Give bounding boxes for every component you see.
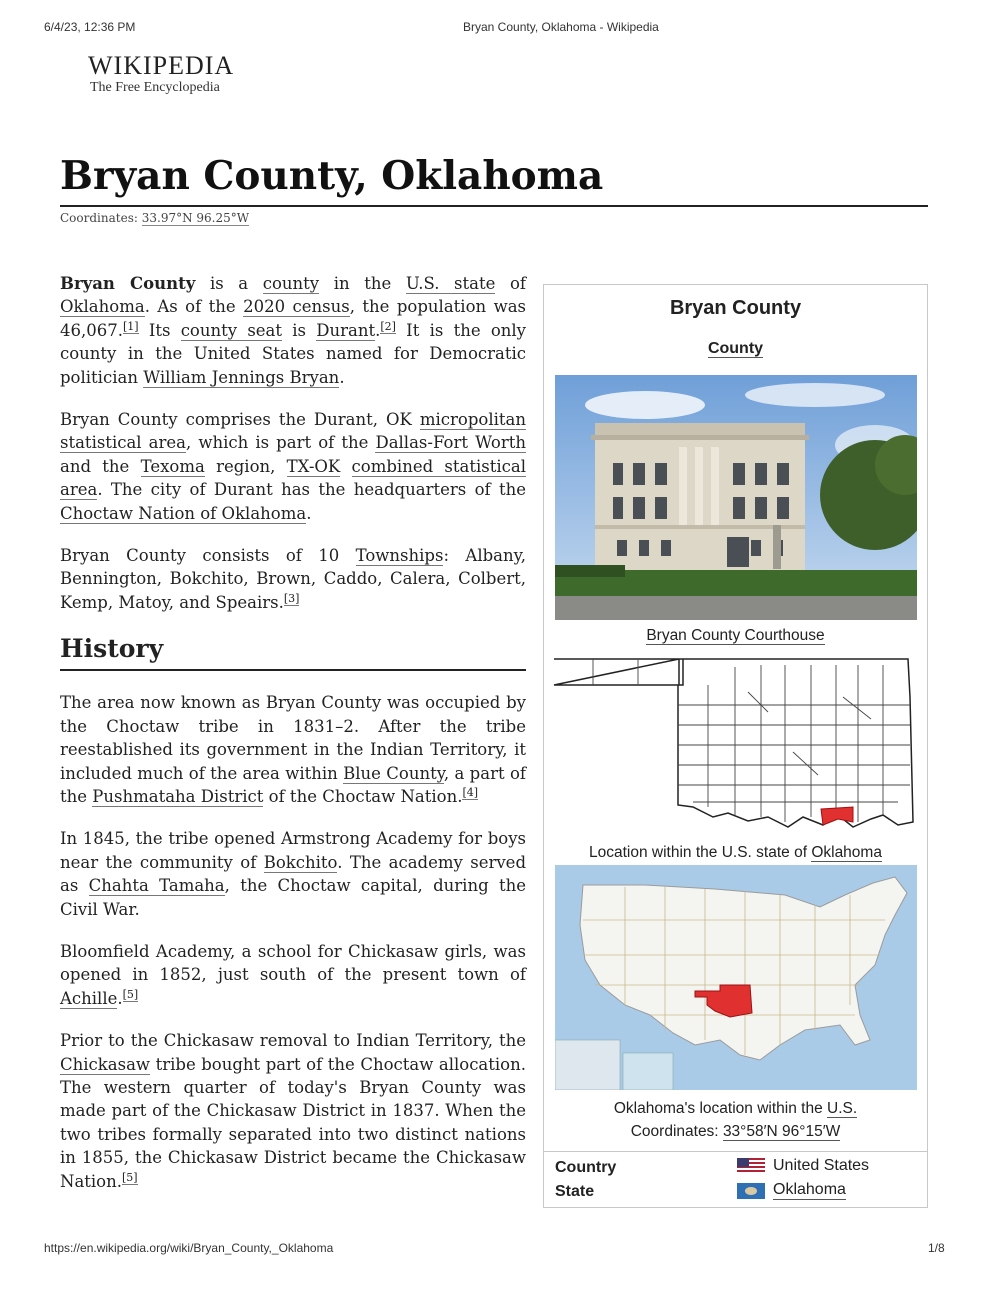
lead-paragraph-1 — [60, 272, 526, 389]
us-flag-icon — [737, 1158, 765, 1174]
link-achille[interactable]: Achille — [60, 988, 118, 1008]
text: and the — [60, 456, 141, 476]
us-map-caption-link[interactable]: U.S. — [827, 1100, 858, 1117]
link-townships[interactable]: Townships — [355, 546, 444, 566]
text: . — [117, 988, 123, 1008]
history-paragraph-1 — [60, 691, 526, 808]
coordinates-line — [60, 211, 249, 225]
photo-caption-link[interactable]: Bryan County Courthouse — [646, 627, 825, 644]
text: Bloomfield Academy, a school for Chickasaw girls, was opened in 1852, just south of the present town of — [60, 941, 526, 985]
link-county-seat[interactable]: county seat — [180, 320, 283, 340]
us-map-caption-text: Oklahoma's location within the — [613, 1100, 828, 1117]
infobox-coordinates-link[interactable]: 33°58′N 96°15′W — [722, 1123, 841, 1140]
link-dallas-fort-worth[interactable]: Dallas-Fort Worth — [375, 433, 526, 453]
link-county[interactable]: county — [262, 274, 320, 293]
link-us-state[interactable]: U.S. state — [405, 274, 496, 293]
print-url: https://en.wikipedia.org/wiki/Bryan_County,_Oklahoma — [44, 1241, 334, 1255]
text: of — [495, 274, 527, 293]
link-micropolitan-area[interactable]: micropolitan statistical area — [60, 410, 526, 453]
state-value-link[interactable]: Oklahoma — [773, 1181, 846, 1198]
link-oklahoma[interactable]: Oklahoma — [60, 297, 145, 317]
print-page-number: 1/8 — [928, 1241, 945, 1255]
infobox-divider — [544, 1151, 927, 1152]
infobox — [543, 284, 928, 1208]
text: The area now known as Bryan County was occupied by the Choctaw tribe in 1831–2. After the tribe reestablished its government in the Indian Territory, it included much of the area within — [60, 693, 526, 783]
text: is — [282, 320, 317, 340]
citation-5[interactable]: [5] — [122, 987, 139, 1001]
text: region, — [204, 456, 287, 476]
bold-subject: Bryan County — [60, 274, 196, 293]
wikipedia-logo[interactable] — [88, 52, 234, 96]
title-divider — [60, 205, 928, 207]
link-2020-census[interactable]: 2020 census — [243, 297, 350, 317]
text: Its — [138, 320, 181, 340]
infobox-title: Bryan County — [669, 297, 802, 319]
row-value-country — [737, 1157, 869, 1175]
text: tribe bought part of the Choctaw allocation. The western quarter of today's Bryan County was made part of the Chickasaw District in 1837. When the two tribes formally separated into two distinct nations in 1855, the Chickasaw District became the Chickasaw Nation. — [60, 1054, 526, 1191]
lead-paragraph-2 — [60, 408, 526, 525]
text: Prior to the Chickasaw removal to Indian Territory, the — [60, 1031, 526, 1051]
courthouse-photo[interactable] — [555, 375, 917, 620]
text: . The city of Durant has the headquarters of the — [97, 480, 526, 500]
infobox-subtitle-link[interactable]: County — [707, 340, 764, 357]
citation-1[interactable]: [1] — [122, 319, 139, 333]
history-paragraph-4 — [60, 1029, 526, 1193]
locator-caption-text: Location within the U.S. state of — [589, 844, 812, 861]
article-body — [60, 272, 526, 1212]
history-paragraph-2 — [60, 827, 526, 921]
citation-5b[interactable]: [5] — [122, 1170, 138, 1184]
country-value-text: United States — [773, 1157, 870, 1174]
text: Bryan County consists of 10 — [60, 546, 356, 566]
history-heading: History — [60, 633, 526, 671]
text: It is the only county in the United States named for Democratic politician — [60, 320, 526, 387]
link-william-jennings-bryan[interactable]: William Jennings Bryan — [143, 367, 340, 387]
print-datetime: 6/4/23, 12:36 PM — [44, 20, 136, 34]
locator-caption — [544, 844, 927, 862]
text: , the Choctaw capital, during the Civil War. — [60, 876, 526, 919]
wikipedia-tagline: The Free Encyclopedia — [90, 80, 220, 95]
text: , which is part of the — [186, 433, 376, 453]
locator-caption-link[interactable]: Oklahoma — [811, 844, 882, 861]
print-tab-title: Bryan County, Oklahoma - Wikipedia — [463, 20, 659, 34]
us-locator-map[interactable] — [555, 865, 917, 1090]
text: : Albany, Bennington, Bokchito, Brown, Caddo, Calera, Colbert, Kemp, Matoy, and Speairs. — [60, 546, 526, 612]
text: . As of the — [144, 297, 244, 317]
link-blue-county[interactable]: Blue County — [343, 763, 444, 783]
row-value-state — [737, 1181, 846, 1200]
text: of the Choctaw Nation. — [263, 786, 463, 806]
link-durant[interactable]: Durant — [316, 320, 376, 340]
text: . — [306, 503, 312, 523]
infobox-subtitle — [544, 340, 927, 358]
page-title: Bryan County, Oklahoma — [60, 153, 604, 199]
row-label-country: Country — [555, 1159, 617, 1176]
wikipedia-wordmark: WIKIPEDIA — [88, 51, 235, 80]
text: in the — [319, 274, 406, 293]
link-tx-ok[interactable]: TX-OK — [286, 456, 341, 476]
oklahoma-flag-icon — [737, 1183, 765, 1199]
link-choctaw-nation[interactable]: Choctaw Nation of Oklahoma — [60, 503, 307, 523]
text: . The academy served as — [60, 852, 527, 896]
text: , a part of the — [60, 763, 526, 806]
infobox-coordinates — [544, 1123, 927, 1141]
link-chahta-tamaha[interactable]: Chahta Tamaha — [88, 876, 225, 896]
row-label-state: State — [555, 1183, 595, 1200]
citation-4[interactable]: [4] — [462, 785, 479, 799]
text: In 1845, the tribe opened Armstrong Academy for boys near the community of — [60, 829, 526, 872]
text: Bryan County comprises the Durant, OK — [60, 410, 420, 430]
text — [340, 457, 351, 476]
text: is a — [195, 274, 263, 293]
link-texoma[interactable]: Texoma — [140, 456, 205, 476]
photo-caption — [544, 627, 927, 645]
link-pushmataha-district[interactable]: Pushmataha District — [92, 786, 264, 806]
oklahoma-locator-map[interactable] — [553, 657, 918, 839]
link-bokchito[interactable]: Bokchito — [263, 852, 338, 872]
citation-3[interactable]: [3] — [283, 591, 300, 605]
lead-paragraph-3 — [60, 544, 526, 614]
text: . — [375, 320, 381, 340]
history-paragraph-3 — [60, 940, 526, 1010]
link-chickasaw[interactable]: Chickasaw — [60, 1054, 151, 1074]
text: , the population was 46,067. — [60, 297, 526, 340]
citation-2[interactable]: [2] — [380, 319, 396, 333]
history-section — [60, 691, 526, 1193]
infobox-coordinates-label: Coordinates: — [630, 1123, 723, 1140]
coordinates-label: Coordinates: — [60, 211, 138, 225]
text: . — [339, 367, 345, 387]
us-map-caption — [544, 1100, 927, 1118]
coordinates-link[interactable]: 33.97°N 96.25°W — [141, 211, 250, 225]
link-combined-statistical-area[interactable]: combined statistical area — [60, 456, 526, 500]
